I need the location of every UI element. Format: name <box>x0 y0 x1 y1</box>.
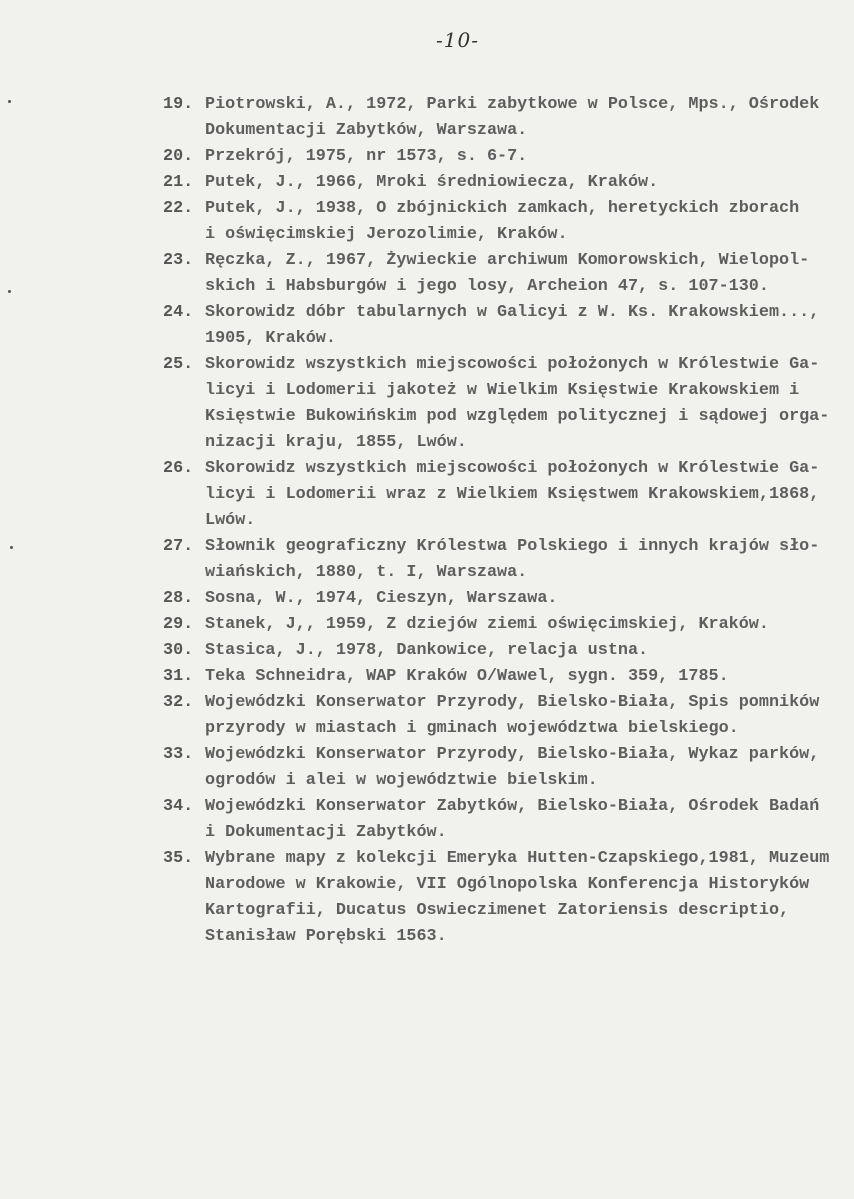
reference-entry <box>163 300 843 352</box>
reference-entry <box>163 170 843 196</box>
reference-number: 34. <box>163 797 194 816</box>
reference-text-line: Ręczka, Z., 1967, Żywieckie archiwum Komorowskich, Wielopol- <box>205 251 810 270</box>
reference-number: 23. <box>163 251 194 270</box>
reference-number: 30. <box>163 641 194 660</box>
reference-text-line: Słownik geograficzny Królestwa Polskiego i innych krajów sło- <box>205 537 820 556</box>
reference-text-line: Stasica, J., 1978, Dankowice, relacja ustna. <box>205 641 649 660</box>
reference-text-line: Putek, J., 1938, O zbójnickich zamkach, heretyckich zborach <box>205 199 800 218</box>
reference-entry <box>163 794 843 846</box>
reference-text-line: Kartografii, Ducatus Oswieczimenet Zatoriensis descriptio, <box>205 901 790 920</box>
reference-text-line: i Dokumentacji Zabytków. <box>205 823 447 842</box>
reference-text-line: Skorowidz dóbr tabularnych w Galicyi z W. Ks. Krakowskiem..., <box>205 303 820 322</box>
reference-number: 27. <box>163 537 194 556</box>
reference-number: 22. <box>163 199 194 218</box>
reference-text-line: Wojewódzki Konserwator Przyrody, Bielsko-Biała, Spis pomników <box>205 693 820 712</box>
reference-text-line: Skorowidz wszystkich miejscowości położonych w Królestwie Ga- <box>205 459 820 478</box>
margin-mark <box>8 290 11 293</box>
reference-text-line: Dokumentacji Zabytków, Warszawa. <box>205 121 528 140</box>
reference-text-line: i oświęcimskiej Jerozolimie, Kraków. <box>205 225 568 244</box>
reference-text-line: nizacji kraju, 1855, Lwów. <box>205 433 467 452</box>
reference-number: 35. <box>163 849 194 868</box>
reference-number: 19. <box>163 95 194 114</box>
reference-entry <box>163 586 843 612</box>
reference-entry <box>163 144 843 170</box>
reference-text-line: ogrodów i alei w województwie bielskim. <box>205 771 598 790</box>
reference-number: 33. <box>163 745 194 764</box>
reference-text-line: Stanek, J,, 1959, Z dziejów ziemi oświęcimskiej, Kraków. <box>205 615 769 634</box>
reference-text-line: Putek, J., 1966, Mroki średniowiecza, Kraków. <box>205 173 659 192</box>
reference-entry <box>163 612 843 638</box>
reference-text-line: 1905, Kraków. <box>205 329 336 348</box>
margin-mark <box>8 100 11 103</box>
reference-entry <box>163 638 843 664</box>
margin-mark <box>10 546 13 549</box>
reference-text-line: Piotrowski, A., 1972, Parki zabytkowe w Polsce, Mps., Ośrodek <box>205 95 820 114</box>
reference-number: 24. <box>163 303 194 322</box>
reference-entry <box>163 534 843 586</box>
reference-number: 25. <box>163 355 194 374</box>
reference-text-line: Teka Schneidra, WAP Kraków O/Wawel, sygn. 359, 1785. <box>205 667 729 686</box>
reference-number: 26. <box>163 459 194 478</box>
reference-text-line: Stanisław Porębski 1563. <box>205 927 447 946</box>
reference-entry <box>163 742 843 794</box>
reference-number: 28. <box>163 589 194 608</box>
reference-entry <box>163 248 843 300</box>
reference-text-line: wiańskich, 1880, t. I, Warszawa. <box>205 563 528 582</box>
reference-entry <box>163 664 843 690</box>
reference-text-line: licyi i Lodomerii wraz z Wielkiem Księstwem Krakowskiem,1868, <box>205 485 820 504</box>
reference-entry <box>163 92 843 144</box>
reference-entry <box>163 456 843 534</box>
reference-text-line: Księstwie Bukowińskim pod względem politycznej i sądowej orga- <box>205 407 830 426</box>
reference-number: 29. <box>163 615 194 634</box>
reference-text-line: skich i Habsburgów i jego losy, Archeion 47, s. 107-130. <box>205 277 769 296</box>
reference-number: 20. <box>163 147 194 166</box>
reference-text-line: przyrody w miastach i gminach województwa bielskiego. <box>205 719 739 738</box>
reference-text-line: Lwów. <box>205 511 256 530</box>
reference-number: 32. <box>163 693 194 712</box>
reference-text-line: Wojewódzki Konserwator Zabytków, Bielsko-Biała, Ośrodek Badań <box>205 797 820 816</box>
reference-number: 21. <box>163 173 194 192</box>
reference-entry <box>163 196 843 248</box>
reference-text-line: Narodowe w Krakowie, VII Ogólnopolska Konferencja Historyków <box>205 875 810 894</box>
reference-text-line: Wojewódzki Konserwator Przyrody, Bielsko-Biała, Wykaz parków, <box>205 745 820 764</box>
reference-list <box>163 92 843 950</box>
reference-entry <box>163 690 843 742</box>
reference-text-line: Przekrój, 1975, nr 1573, s. 6-7. <box>205 147 528 166</box>
reference-text-line: Wybrane mapy z kolekcji Emeryka Hutten-Czapskiego,1981, Muzeum <box>205 849 830 868</box>
reference-entry <box>163 352 843 456</box>
reference-text-line: Skorowidz wszystkich miejscowości położonych w Królestwie Ga- <box>205 355 820 374</box>
reference-text-line: licyi i Lodomerii jakoteż w Wielkim Księstwie Krakowskiem i <box>205 381 800 400</box>
reference-entry <box>163 846 843 950</box>
reference-number: 31. <box>163 667 194 686</box>
page-number: -10- <box>436 28 479 52</box>
reference-text-line: Sosna, W., 1974, Cieszyn, Warszawa. <box>205 589 558 608</box>
